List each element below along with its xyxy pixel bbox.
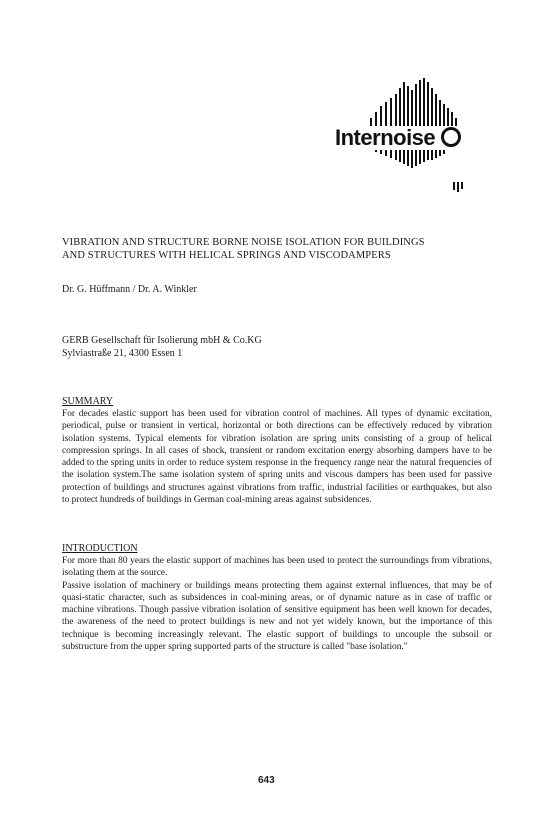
summary-section [62,396,492,506]
introduction-heading: INTRODUCTION [62,543,138,554]
title-line-2: AND STRUCTURES WITH HELICAL SPRINGS AND VISCODAMPERS [62,250,391,261]
summary-text: For decades elastic support has been used for vibration control of machines. All types of dynamic excitation, periodical, pulse or transient in vertical, horizontal or both directions can be effectively reduced by vibration isolation systems. Typical elements for vibration isolation are spring units consisting of a group of helical compression springs. In all cases of shock, transient or random excitation energy absorbing dampers have to be added to the spring units in order to reduce system response in the frequency range near the natural frequencies of the isolation system.The same isolation system of spring units and viscous dampers has been used for passive protection of buildings and structures against vibrations from traffic, industrial facilities or earthquakes, but also to protect hundreds of buildings in German coal-mining areas against subsidences. [62,409,492,506]
summary-heading: SUMMARY [62,396,114,407]
affiliation-line-1: GERB Gesellschaft für Isolierung mbH & Co.KG [62,335,262,346]
conference-logo [328,78,498,193]
title-line-1: VIBRATION AND STRUCTURE BORNE NOISE ISOLATION FOR BUILDINGS [62,237,425,248]
paper-title [62,236,502,262]
affiliation [62,334,262,360]
authors: Dr. G. Hüffmann / Dr. A. Winkler [62,284,197,295]
logo-wordmark: Internoise [333,126,463,150]
introduction-paragraph-1: For more than 80 years the elastic support of machines has been used to protect the surroundings from vibrations, isolating them at the source. [62,556,492,579]
introduction-section [62,543,492,653]
introduction-paragraph-2: Passive isolation of machinery or buildings means protecting them against external influences, that may be of quasi-static character, such as subsidences in coal-mining areas, or of dynamic nature as in case of traffic or machine vibrations. Though passive vibration isolation of sensitive equipment has been well known for decades, the awareness of the need to protect buildings is new and not yet widely known, but the importance of this technique is becoming increasingly relevant. The elastic support of buildings to uncouple the subsoil or substructure from the upper spring supported parts of the structure is called "base isolation." [62,580,492,653]
affiliation-line-2: Sylviastraße 21, 4300 Essen 1 [62,348,183,359]
page-number: 643 [258,775,275,786]
